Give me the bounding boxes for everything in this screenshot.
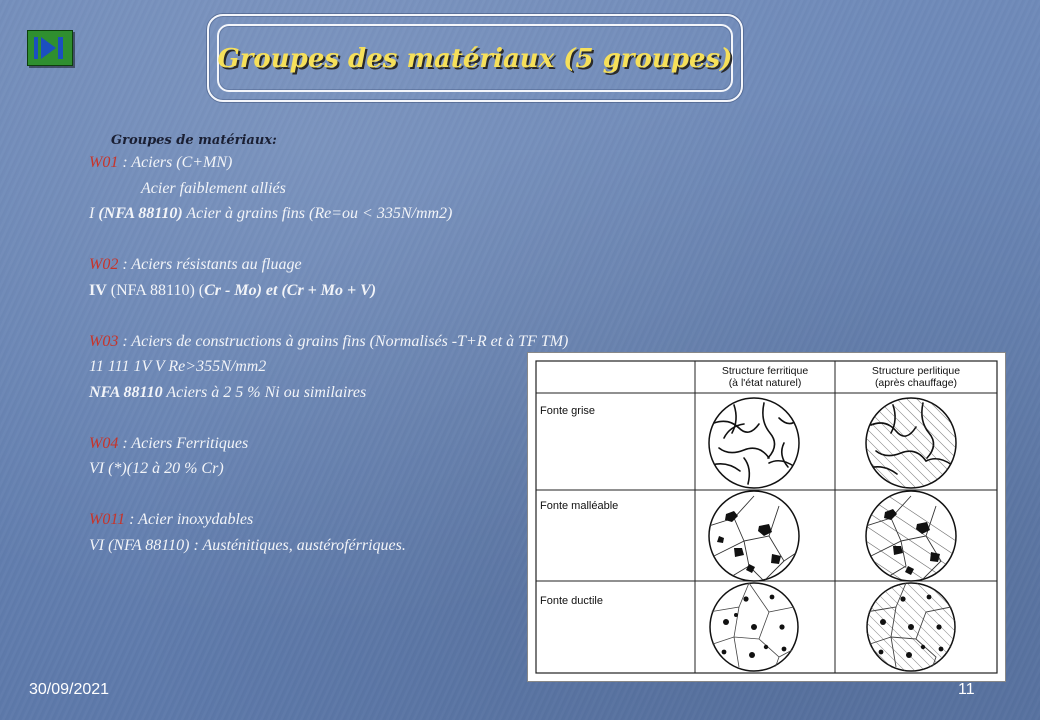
w03-code: W03 (89, 332, 119, 350)
w01-text: : Aciers (C+MN) (118, 154, 233, 171)
w02-line2-rest: Cr - Mo) et (Cr + Mo + V) (204, 281, 377, 299)
w03-line (89, 329, 789, 355)
w01-line-2: Acier faiblement alliés (141, 179, 286, 197)
w02-line (89, 252, 789, 278)
row-label-fonte-malleable: Fonte malléable (540, 500, 619, 512)
w02-line2-nfa: (NFA 88110) ( (106, 281, 205, 299)
col-header-pearlitic-2: (après chauffage) (874, 377, 958, 389)
col-header-ferritic-1: Structure ferritique (721, 365, 809, 377)
slide-date: 30/09/2021 (29, 681, 110, 698)
w01-line3-prefix: I (89, 205, 99, 222)
micrograph-ductile-pearlitic (866, 582, 956, 672)
w011-text: : Acier inoxydables (125, 511, 254, 528)
col-header-ferritic-2: (à l'état naturel) (728, 377, 802, 389)
micrograph-malleable-ferritic (709, 491, 799, 581)
cast-iron-structure-figure (527, 352, 1006, 682)
w02-code: W02 (89, 256, 119, 273)
w01-code: W01 (89, 154, 119, 171)
slide-title: Groupes des matériaux (5 groupes) (217, 44, 733, 74)
w04-line-2: VI (*)(12 à 20 % Cr) (89, 460, 224, 477)
w02-line2-iv: IV (89, 281, 107, 299)
w011-code: W011 (89, 511, 126, 528)
w04-code: W04 (89, 434, 119, 452)
w03-line3-rest: Aciers à 2 5 % Ni ou similaires (162, 383, 367, 401)
w03-line3-standard: NFA 88110 (89, 383, 163, 401)
list-heading: Groupes de matériaux: (111, 133, 277, 148)
w02-text: : Aciers résistants au fluage (118, 256, 302, 273)
w01-line (89, 150, 789, 176)
next-slide-button[interactable] (27, 30, 73, 66)
w02-line-2 (89, 278, 789, 304)
row-label-fonte-ductile: Fonte ductile (540, 595, 603, 607)
w03-line-2: 11 111 1V V Re>355N/mm2 (89, 358, 267, 375)
micrograph-ductile-ferritic (709, 583, 798, 671)
w01-line3-rest: Acier à grains fins (Re=ou < 335N/mm2) (182, 205, 453, 222)
col-header-pearlitic-1: Structure perlitique (871, 365, 961, 377)
next-slide-icon (28, 31, 72, 65)
w04-text: : Aciers Ferritiques (118, 434, 249, 452)
title-frame (207, 14, 743, 102)
w03-text: : Aciers de constructions à grains fins (Normalisés -T+R et à TF TM) (118, 332, 569, 350)
w01-line-3 (89, 201, 789, 227)
micrograph-grise-pearlitic (866, 398, 956, 488)
slide-page-number: 11 (958, 681, 975, 698)
structure-table-image (528, 353, 1005, 681)
micrograph-grise-ferritic (709, 398, 799, 488)
row-label-fonte-grise: Fonte grise (540, 405, 596, 417)
w011-line-2: VI (NFA 88110) : Austénitiques, austéroférriques. (89, 536, 406, 554)
w01-line3-standard: (NFA 88110) (98, 205, 183, 222)
